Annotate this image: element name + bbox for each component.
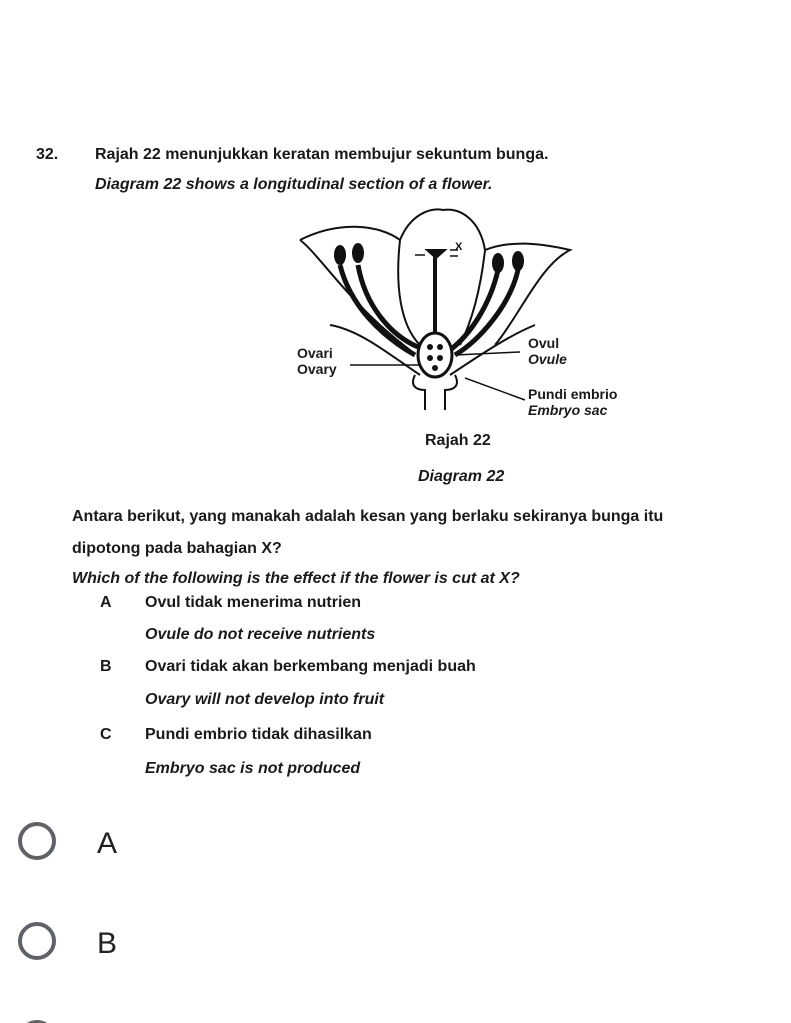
option-c-english: Embryo sac is not produced [145,760,361,777]
label-ovari: Ovari [297,345,333,361]
stem-english: Diagram 22 shows a longitudinal section of a flower. [95,176,493,193]
question-number: 32. [36,146,59,163]
option-b-english: Ovary will not develop into fruit [145,691,385,708]
radio-b-label[interactable]: B [97,927,118,960]
label-ovul: Ovul [528,335,560,351]
option-b-letter: B [100,658,112,675]
label-ovary: Ovary [297,361,337,377]
option-c-letter: C [100,726,112,743]
prompt-english: Which of the following is the effect if the flower is cut at X? [72,570,520,587]
radio-a-label[interactable]: A [97,827,118,860]
option-b-malay: Ovari tidak akan berkembang menjadi buah [145,658,476,675]
prompt-malay-2: dipotong pada bahagian X? [72,540,282,557]
radio-b[interactable] [18,922,56,960]
prompt-malay-1: Antara berikut, yang manakah adalah kesan yang berlaku sekiranya bunga itu [72,508,664,525]
label-pundi-embrio: Pundi embrio [528,386,618,402]
label-embryo-sac: Embryo sac [528,402,608,418]
option-c-malay: Pundi embrio tidak dihasilkan [145,726,372,743]
option-a-letter: A [100,594,112,611]
caption-malay: Rajah 22 [425,432,491,449]
option-a-english: Ovule do not receive nutrients [145,626,376,643]
cut-mark-x: X [455,241,463,253]
option-a-malay: Ovul tidak menerima nutrien [145,594,362,611]
label-ovule: Ovule [528,351,567,367]
caption-english: Diagram 22 [418,468,505,485]
stem-malay: Rajah 22 menunjukkan keratan membujur sekuntum bunga. [95,146,549,163]
radio-a[interactable] [18,822,56,860]
